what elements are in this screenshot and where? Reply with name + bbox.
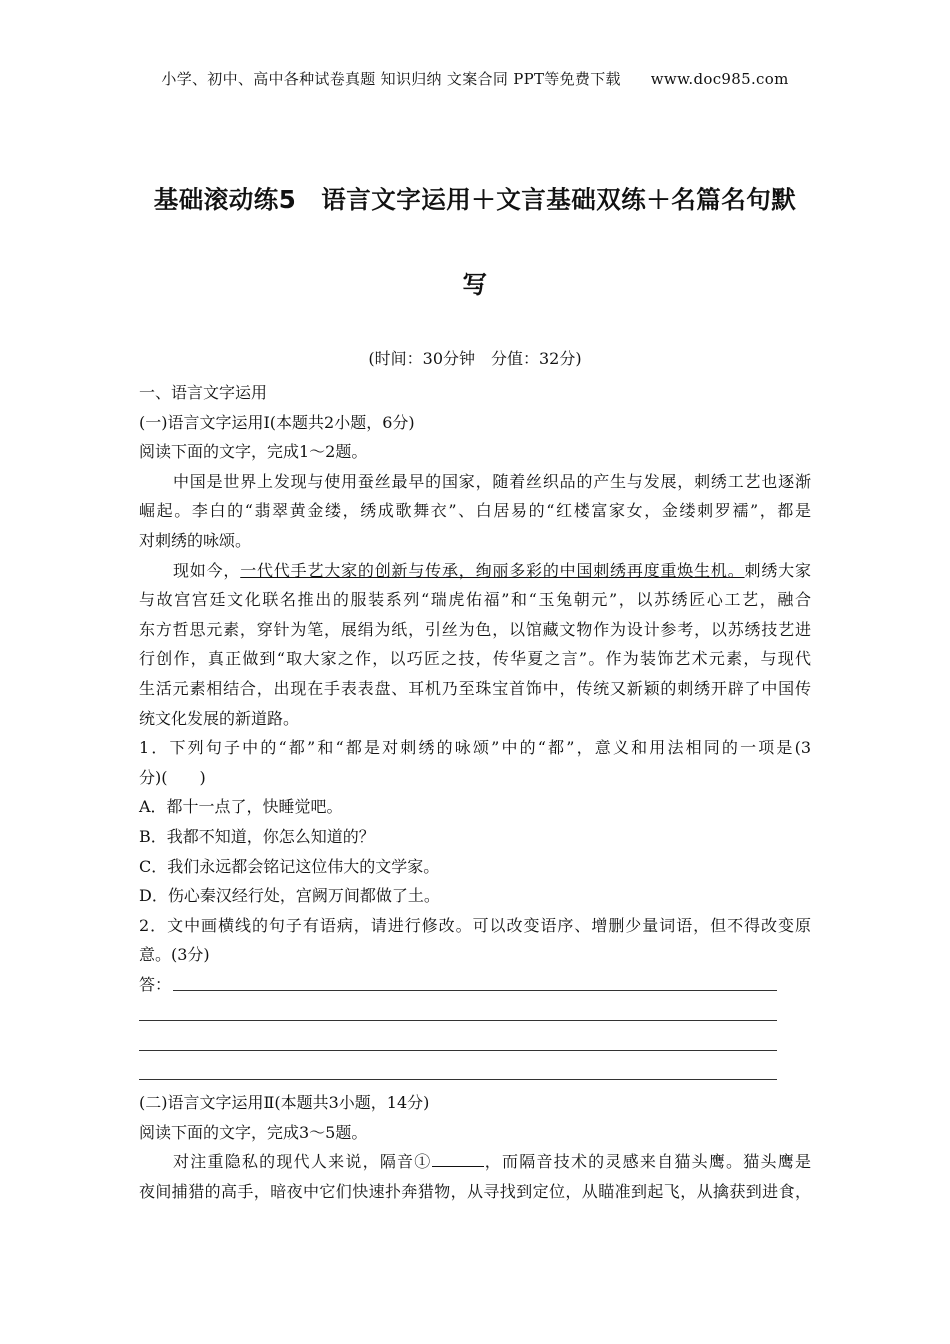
subsection-heading: (二)语言文字运用Ⅱ(本题共3小题，14分): [139, 1093, 430, 1113]
answer-label: 答：: [139, 974, 172, 994]
answer-line[interactable]: [139, 999, 811, 1029]
passage-text: 刺绣大家: [744, 560, 811, 580]
reading-instruction: 阅读下面的文字，完成1～2题。: [139, 442, 368, 462]
reading-instruction: 阅读下面的文字，完成3～5题。: [139, 1122, 368, 1142]
passage-text: ，而隔音技术的灵感来自猫头鹰。猫头鹰是: [483, 1152, 811, 1172]
option-c: C．我们永远都会铭记这位伟大的文学家。: [139, 856, 440, 876]
answer-rule: [139, 1050, 777, 1051]
question-2-continued: 意。(3分): [139, 945, 210, 965]
underlined-sentence: 一代代手艺大家的创新与传承，绚丽多彩的中国刺绣再度重焕生机。: [240, 560, 745, 580]
passage-line: 与故宫宫廷文化联名推出的服装系列“瑞虎佑福”和“玉兔朝元”，以苏绣匠心工艺，融合: [139, 590, 811, 610]
answer-rule: [139, 1079, 777, 1080]
passage-line: 行创作，真正做到“取大家之作，以巧匠之技，传华夏之言”。作为装饰艺术元素，与现代: [139, 649, 811, 669]
passage-line: 夜间捕猎的高手，暗夜中它们快速扑奔猎物，从寻找到定位，从瞄准到起飞，从擒获到进食，: [139, 1182, 811, 1202]
passage-line: 统文化发展的新道路。: [139, 708, 300, 728]
question-2: 2．文中画横线的句子有语病，请进行修改。可以改变语序、增删少量词语，但不得改变原: [139, 915, 811, 935]
question-1-continued: 分)( ): [139, 767, 206, 787]
header-text: 小学、初中、高中各种试卷真题 知识归纳 文案合同 PPT等免费下载: [161, 70, 621, 88]
answer-rule: [139, 1020, 777, 1021]
page-title-continued: 写: [462, 270, 488, 299]
passage-line: 东方哲思元素，穿针为笔，展绢为纸，引丝为色，以馆藏文物作为设计参考，以苏绣技艺进: [139, 619, 811, 639]
passage-line: 对刺绣的咏颂。: [139, 530, 252, 550]
subsection-heading: (一)语言文字运用Ⅰ(本题共2小题，6分): [139, 412, 415, 432]
passage-text: 现如今，: [173, 560, 241, 580]
passage-line: [139, 1147, 811, 1177]
passage-line: 崛起。李白的“翡翠黄金缕，绣成歌舞衣”、白居易的“红楼富家女，金缕刺罗襦”，都是: [139, 501, 811, 521]
time-score-info: (时间：30分钟 分值：32分): [368, 349, 582, 368]
section-heading: 一、语言文字运用: [139, 383, 268, 402]
page-title: 基础滚动练5 语言文字运用＋文言基础双练＋名篇名句默: [153, 185, 797, 214]
passage-text: 对注重隐私的现代人来说，隔音①: [173, 1152, 432, 1172]
question-1: 1．下列句子中的“都”和“都是对刺绣的咏颂”中的“都”，意义和用法相同的一项是(3: [139, 738, 811, 758]
passage-line: 生活元素相结合，出现在手表表盘、耳机乃至珠宝首饰中，传统又新颖的刺绣开辟了中国传: [139, 678, 811, 698]
answer-line[interactable]: [139, 1059, 811, 1089]
passage-line: 中国是世界上发现与使用蚕丝最早的国家，随着丝织品的产生与发展，刺绣工艺也逐渐: [173, 471, 811, 491]
page-header: [0, 68, 950, 89]
passage-line: [139, 556, 811, 586]
option-b: B．我都不知道，你怎么知道的？: [139, 826, 375, 846]
header-url[interactable]: www.doc985.com: [650, 70, 789, 88]
answer-line[interactable]: [139, 970, 811, 1000]
answer-line[interactable]: [139, 1029, 811, 1059]
option-a: A．都十一点了，快睡觉吧。: [139, 797, 343, 817]
option-d: D．伤心秦汉经行处，宫阙万间都做了土。: [139, 886, 440, 906]
answer-rule: [173, 990, 777, 991]
fill-blank[interactable]: [432, 1148, 484, 1167]
document-body: [139, 378, 811, 1207]
